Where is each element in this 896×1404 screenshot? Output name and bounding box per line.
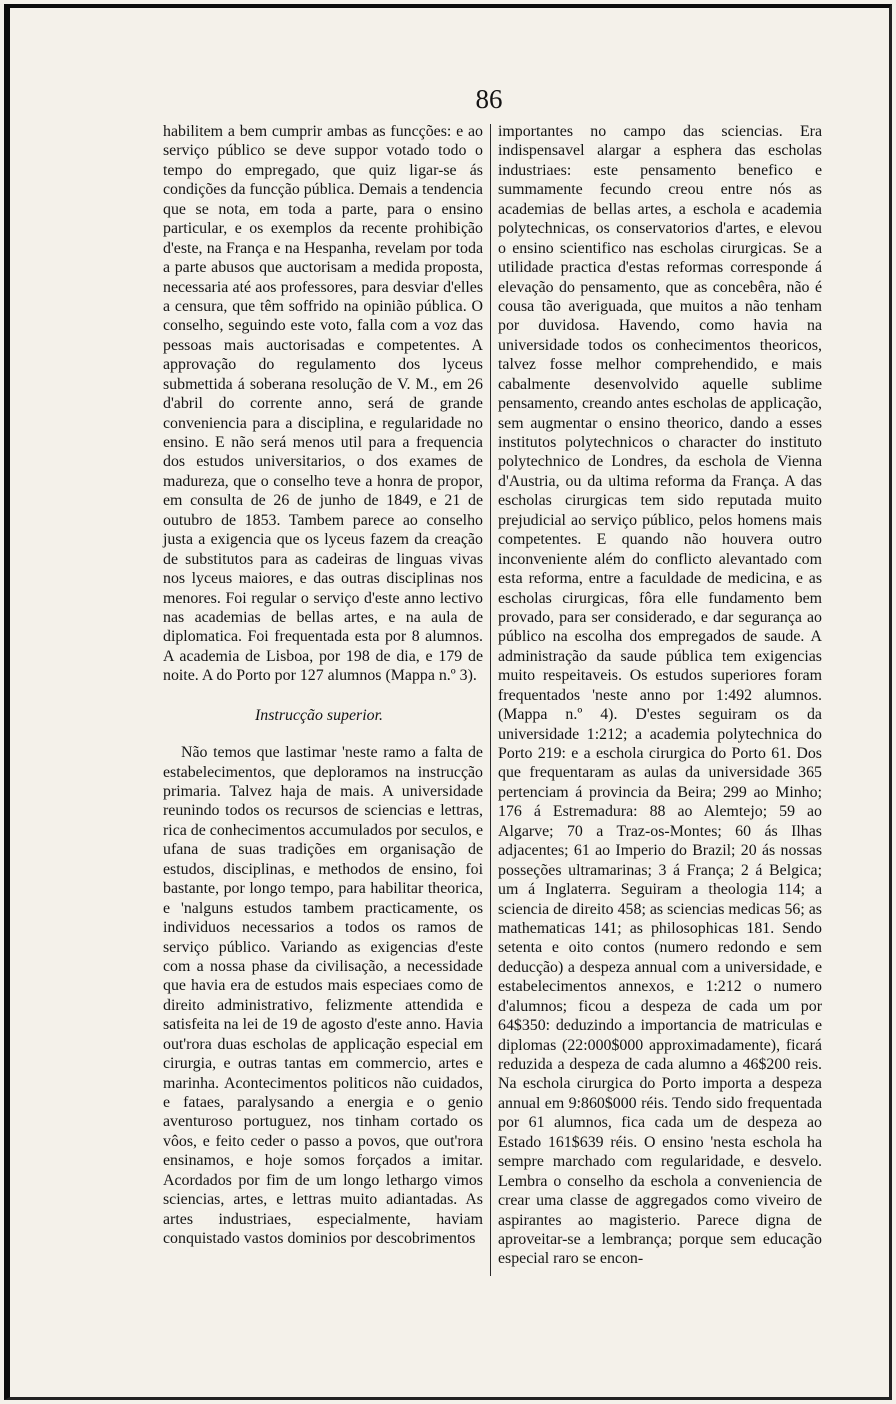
section-heading: Instrucção superior. [254,706,383,724]
page-number: 86 [475,84,503,114]
left-paragraph-1: habilitem a bem cumprir ambas as funcções: e ao serviço público se deve suppor votado todo o tempo do empregado, que quiz ligar-se ás condições da funcção pública. Demais a tendencia que se nota, em toda a parte, para o ensino particular, e os exemplos da recente prohibição d'este, na França e na Hespanha, revelam por toda a parte abusos que auctorisam a medida proposta, necessaria até aos professores, para desviar d'elles a censura, que têm soffrido na opinião pública. O conselho, seguindo este voto, falla com a voz das pessoas mais auctorisadas e competentes. A approvação do regulamento dos lyceus submettida á soberana resolução de V. M., em 26 d'abril do corrente anno, será de grande conveniencia para a disciplina, e regularidade no ensino. E não será menos util para a frequencia dos estudos universitarios, o dos exames de madureza, que o conselho teve a honra de propor, em consulta de 26 de junho de 1849, e 21 de outubro de 1853. Tambem parece ao conselho justa a exigencia que os lyceus fazem da creação de substitutos para as cadeiras de linguas vivas nos lyceus maiores, e das outras disciplinas nos menores. Foi regular o serviço d'este anno lectivo nas academias de bellas artes, e na aula de diplomatica. Foi frequentada esta por 8 alumnos. A academia de Lisboa, por 198 de dia, e 179 de noite. A do Porto por 127 alumnos (Mappa n.º 3). [163,123,483,685]
right-column [498,122,822,1269]
right-paragraph-1: importantes no campo das sciencias. Era indispensavel alargar a esphera das escholas industriaes: este pensamento benefico e summamente fecundo creou entre nós as academias de bellas artes, a eschola e academia polytechnicas, os conservatorios d'artes, e elevou o ensino scientifico nas escholas cirurgicas. Se a utilidade practica d'estas reformas corresponde á elevação do pensamento, que as concebêra, não é cousa tão averiguada, que muitos a não tenham por duvidosa. Havendo, como havia na universidade todos os conhecimentos theoricos, talvez fosse melhor comprehendido, e mais cabalmente desenvolvido aquelle sublime pensamento, creando antes escholas de applicação, sem augmentar o ensino theorico, dando a esses institutos polytechnicos o character do instituto polytechnico de Londres, da eschola de Vienna d'Austria, ou da ultima reforma da França. A das escholas cirurgicas tem sido reputada muito prejudicial ao serviço público, pelos homens mais competentes. E quando não houvera outro inconveniente além do conflicto alevantado com esta reforma, entre a faculdade de medicina, e as escholas cirurgicas, fôra elle fundamento bem provado, para ser considerado, e dar segurança ao público na escolha dos empregados de saude. A administração da saude pública tem exigencias muito respeitaveis. Os estudos superiores foram frequentados 'neste anno por 1:492 alumnos. (Mappa n.º 4). D'estes seguiram os da universidade 1:212; a academia polytechnica do Porto 219: e a eschola cirurgica do Porto 61. Dos que frequentaram as aulas da universidade 365 pertenciam á provincia da Beira; 299 ao Minho; 176 á Estremadura: 88 ao Alemtejo; 59 ao Algarve; 70 a Traz-os-Montes; 60 ás Ilhas adjacentes; 61 ao Imperio do Brazil; 20 ás nossas posseções ultramarinas; 3 á França; 2 á Belgica; um á Inglaterra. Seguiram a theologia 114; a sciencia de direito 458; as sciencias medicas 56; as mathematicas 141; as philosophicas 181. Sendo setenta e oito contos (numero redondo e sem deducção) a despeza annual com a universidade, e estabelecimentos annexos, e 1:212 o numero d'alumnos; ficou a despeza de cada um por 64$350: deduzindo a importancia de matriculas e diplomas (22:000$000 approximadamente), ficará reduzida a despeza de cada alumno a 46$200 reis. Na eschola cirurgica do Porto importa a despeza annual em 9:860$000 réis. Tendo sido frequentada por 61 alumnos, fica cada um de despeza ao Estado 161$639 réis. O ensino 'nesta eschola ha sempre marchado com regularidade, e desvelo. Lembra o conselho da eschola a conveniencia de crear uma classe de aggregados como viveiro de aspirantes ao magisterio. Parece digna de aproveitar-se a lembrança; porque sem educação especial raro se encon- [498,123,822,1268]
left-column [163,122,483,1249]
column-divider [490,124,491,1276]
left-paragraph-2: Não temos que lastimar 'neste ramo a falta de estabelecimentos, que deploramos na instrucção primaria. Talvez haja de mais. A universidade reunindo todos os recursos de sciencias e lettras, rica de conhecimentos accumulados por seculos, e ufana de suas tradições em organisação de estudos, disciplinas, e methodos de ensino, foi bastante, por longo tempo, para habilitar theorica, e 'nalguns estudos tambem practicamente, os individuos necessarios a todos os ramos de serviço público. Variando as exigencias d'este com a nossa phase da civilisação, a necessidade que havia era de estudos mais especiaes como de direito administrativo, felizmente attendida e satisfeita na lei de 19 de agosto d'este anno. Havia out'rora duas escholas de applicação especial em cirurgia, e outras tantas em commercio, artes e marinha. Acontecimentos politicos não cuidados, e fataes, paralysando a energia e o genio aventuroso portuguez, nos tinham cortado os vôos, e feito ceder o passo a povos, que out'rora ensinamos, e hoje somos forçados a imitar. Acordados por fim de um longo lethargo vimos sciencias, artes, e lettras muito adiantadas. As artes industriaes, especialmente, haviam conquistado vastos dominios por descobrimentos [163,744,483,1248]
